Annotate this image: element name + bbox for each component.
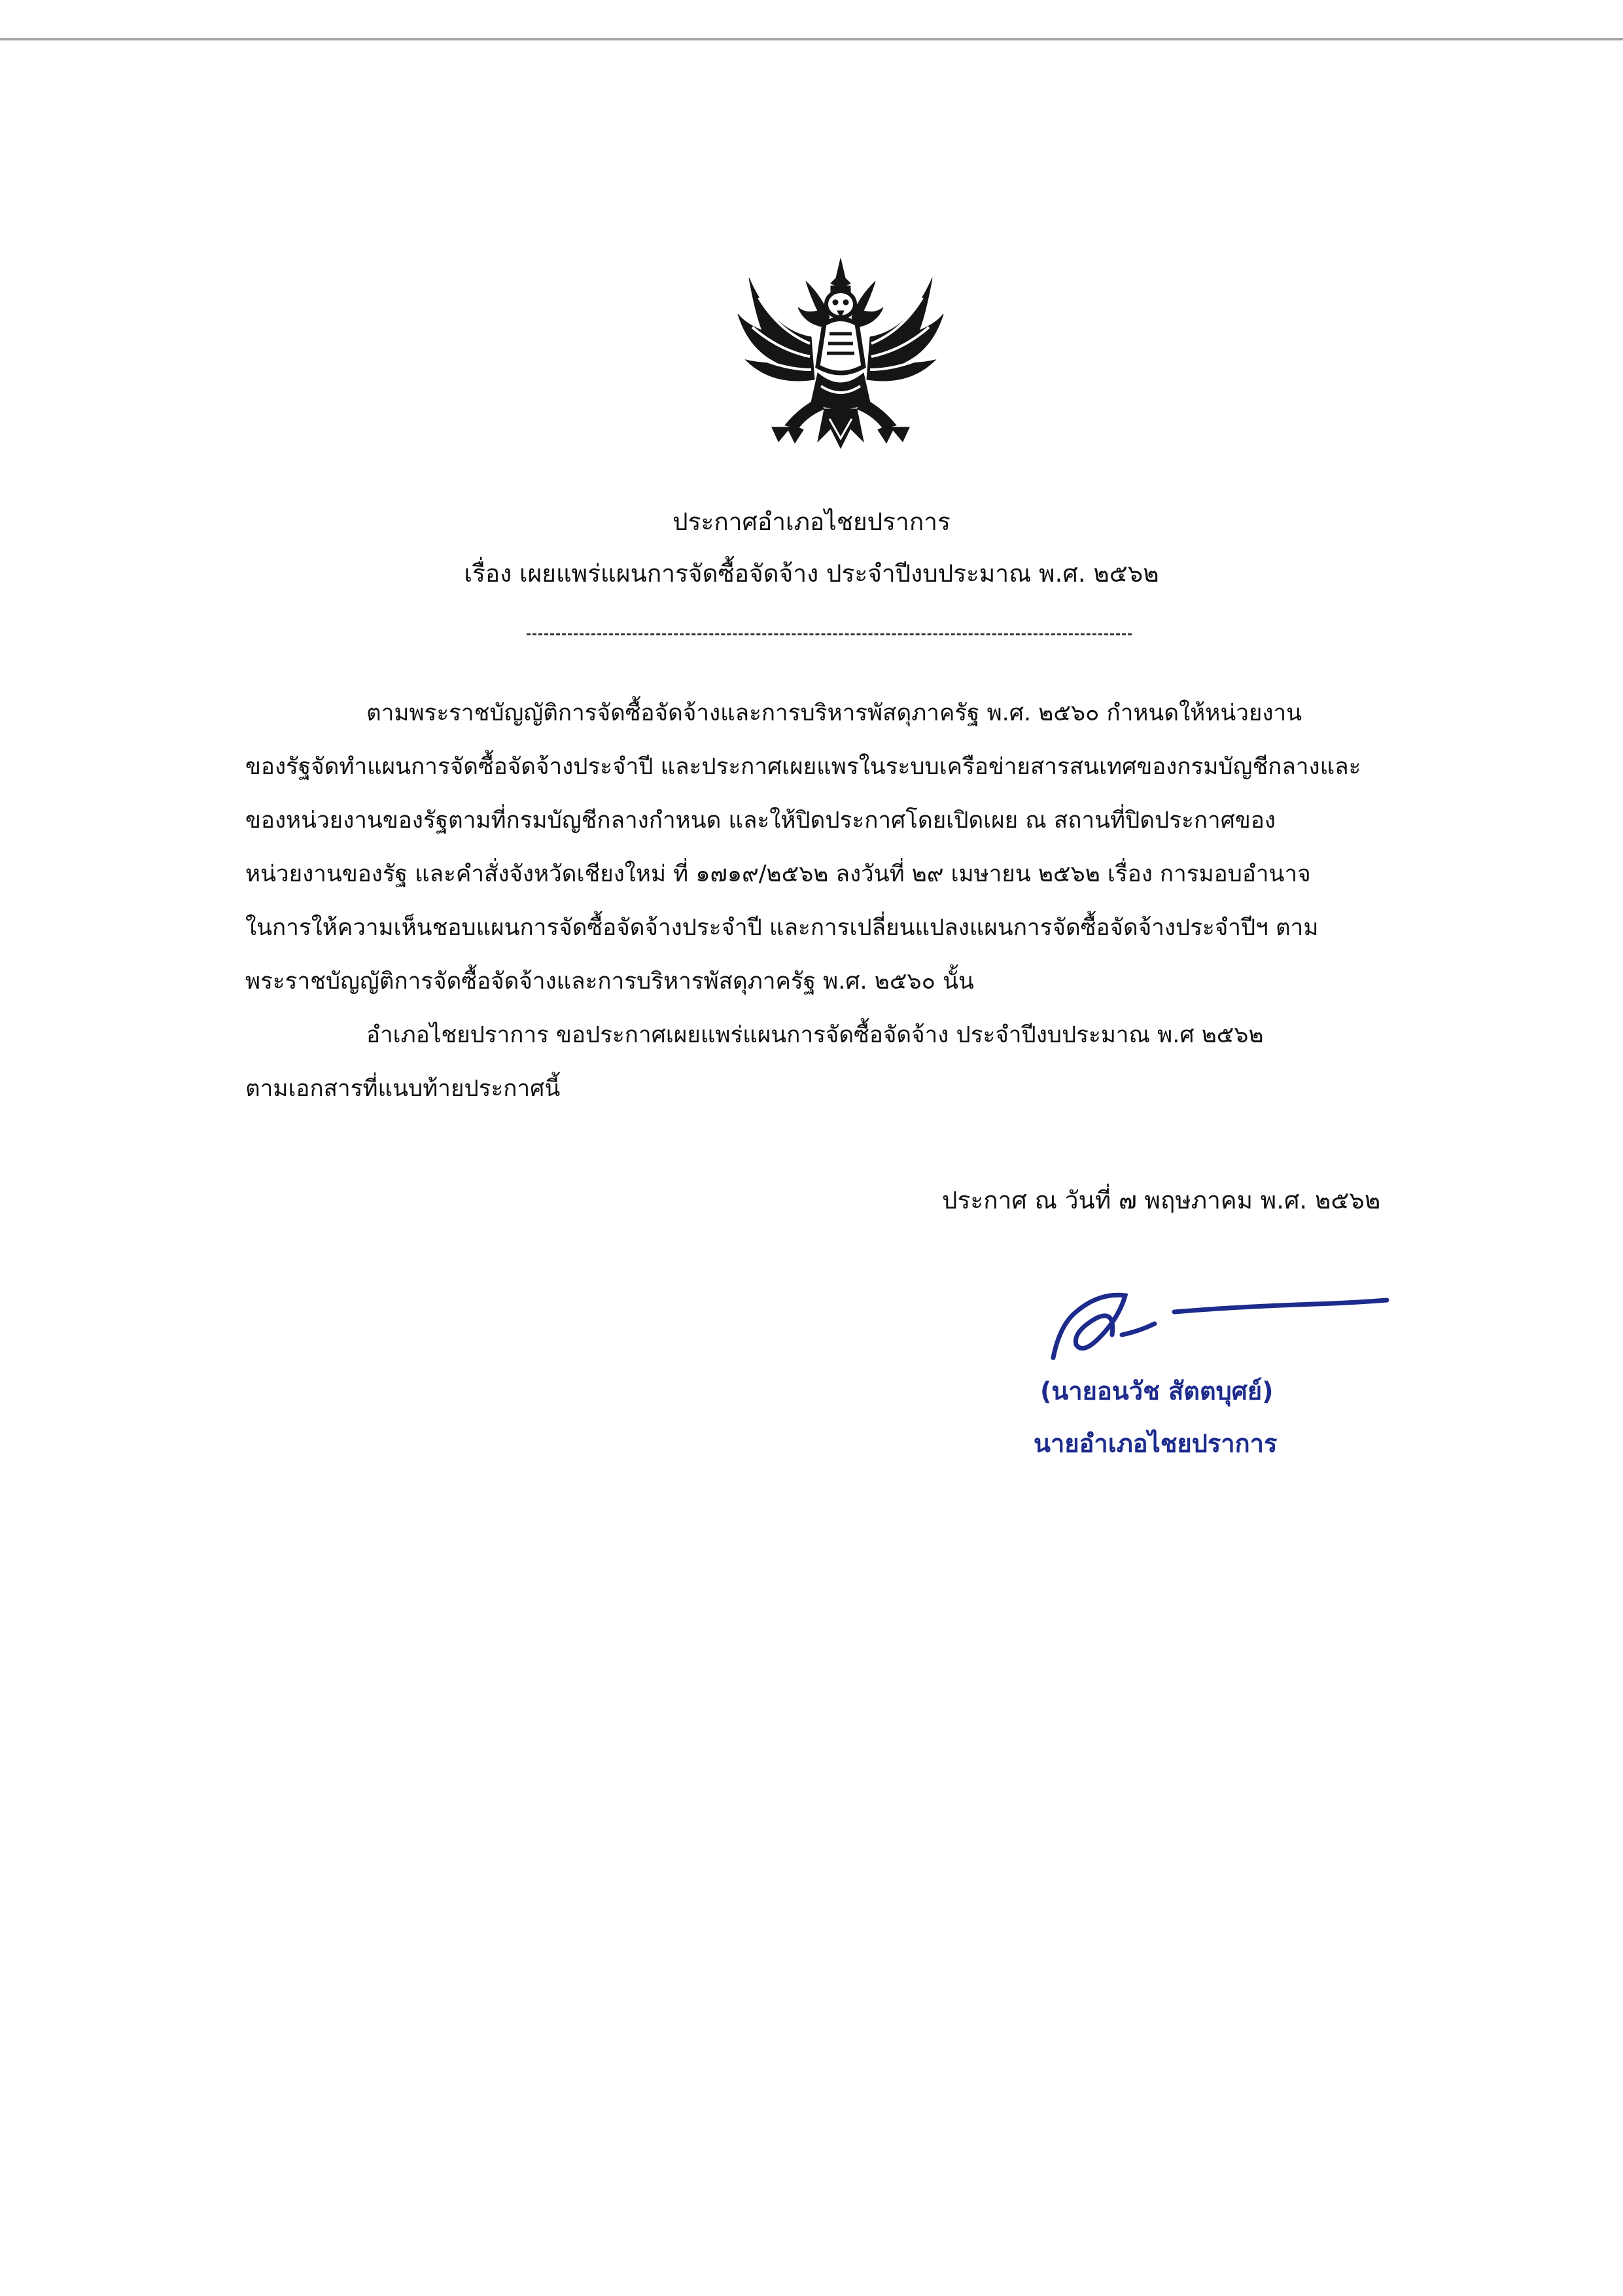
body-line-6: พระราชบัญญัติการจัดซื้อจัดจ้างและการบริหารพัสดุภาครัฐ พ.ศ. ๒๕๖๐ นั้น: [245, 968, 974, 995]
announcement-title: ประกาศอำเภอไชยปราการ: [672, 508, 951, 536]
body-line-7: อำเภอไชยปราการ ขอประกาศเผยแพร่แผนการจัดซื้อจัดจ้าง ประจำปีงบประมาณ พ.ศ ๒๕๖๒: [366, 1022, 1264, 1048]
scan-top-edge-shadow: [0, 40, 1623, 41]
body-line-5: ในการให้ความเห็นชอบแผนการจัดซื้อจัดจ้างประจำปี และการเปลี่ยนแปลงแผนการจัดซื้อจัดจ้างประจำปีฯ ตาม: [245, 915, 1319, 941]
handwritten-signature: [1040, 1279, 1393, 1371]
body-line-2: ของรัฐจัดทำแผนการจัดซื้อจัดจ้างประจำปี และประกาศเผยแพรในระบบเครือข่ายสารสนเทศของกรมบัญชีกลางและ: [245, 754, 1361, 780]
body-line-4: หน่วยงานของรัฐ และคำสั่งจังหวัดเชียงใหม่ ที่ ๑๗๑๙/๒๕๖๒ ลงวันที่ ๒๙ เมษายน ๒๕๖๒ เรื่อง การมอบอำนาจ: [245, 861, 1311, 887]
announcement-date: ประกาศ ณ วันที่ ๗ พฤษภาคม พ.ศ. ๒๕๖๒: [942, 1186, 1381, 1214]
separator-line: [527, 633, 1132, 635]
body-line-1: ตามพระราชบัญญัติการจัดซื้อจัดจ้างและการบริหารพัสดุภาครัฐ พ.ศ. ๒๕๖๐ กำหนดให้หน่วยงาน: [366, 700, 1302, 726]
body-line-8: ตามเอกสารที่แนบท้ายประกาศนี้: [245, 1076, 561, 1102]
garuda-emblem-icon: [733, 252, 949, 455]
signer-name: (นายอนวัช สัตตบุศย์): [1040, 1377, 1274, 1405]
body-line-3: ของหน่วยงานของรัฐตามที่กรมบัญชีกลางกำหนด และให้ปิดประกาศโดยเปิดเผย ณ สถานที่ปิดประกาศของ: [245, 807, 1276, 834]
signer-position: นายอำเภอไชยปราการ: [1034, 1429, 1278, 1458]
announcement-subject: เรื่อง เผยแพร่แผนการจัดซื้อจัดจ้าง ประจำปีงบประมาณ พ.ศ. ๒๕๖๒: [464, 559, 1159, 588]
